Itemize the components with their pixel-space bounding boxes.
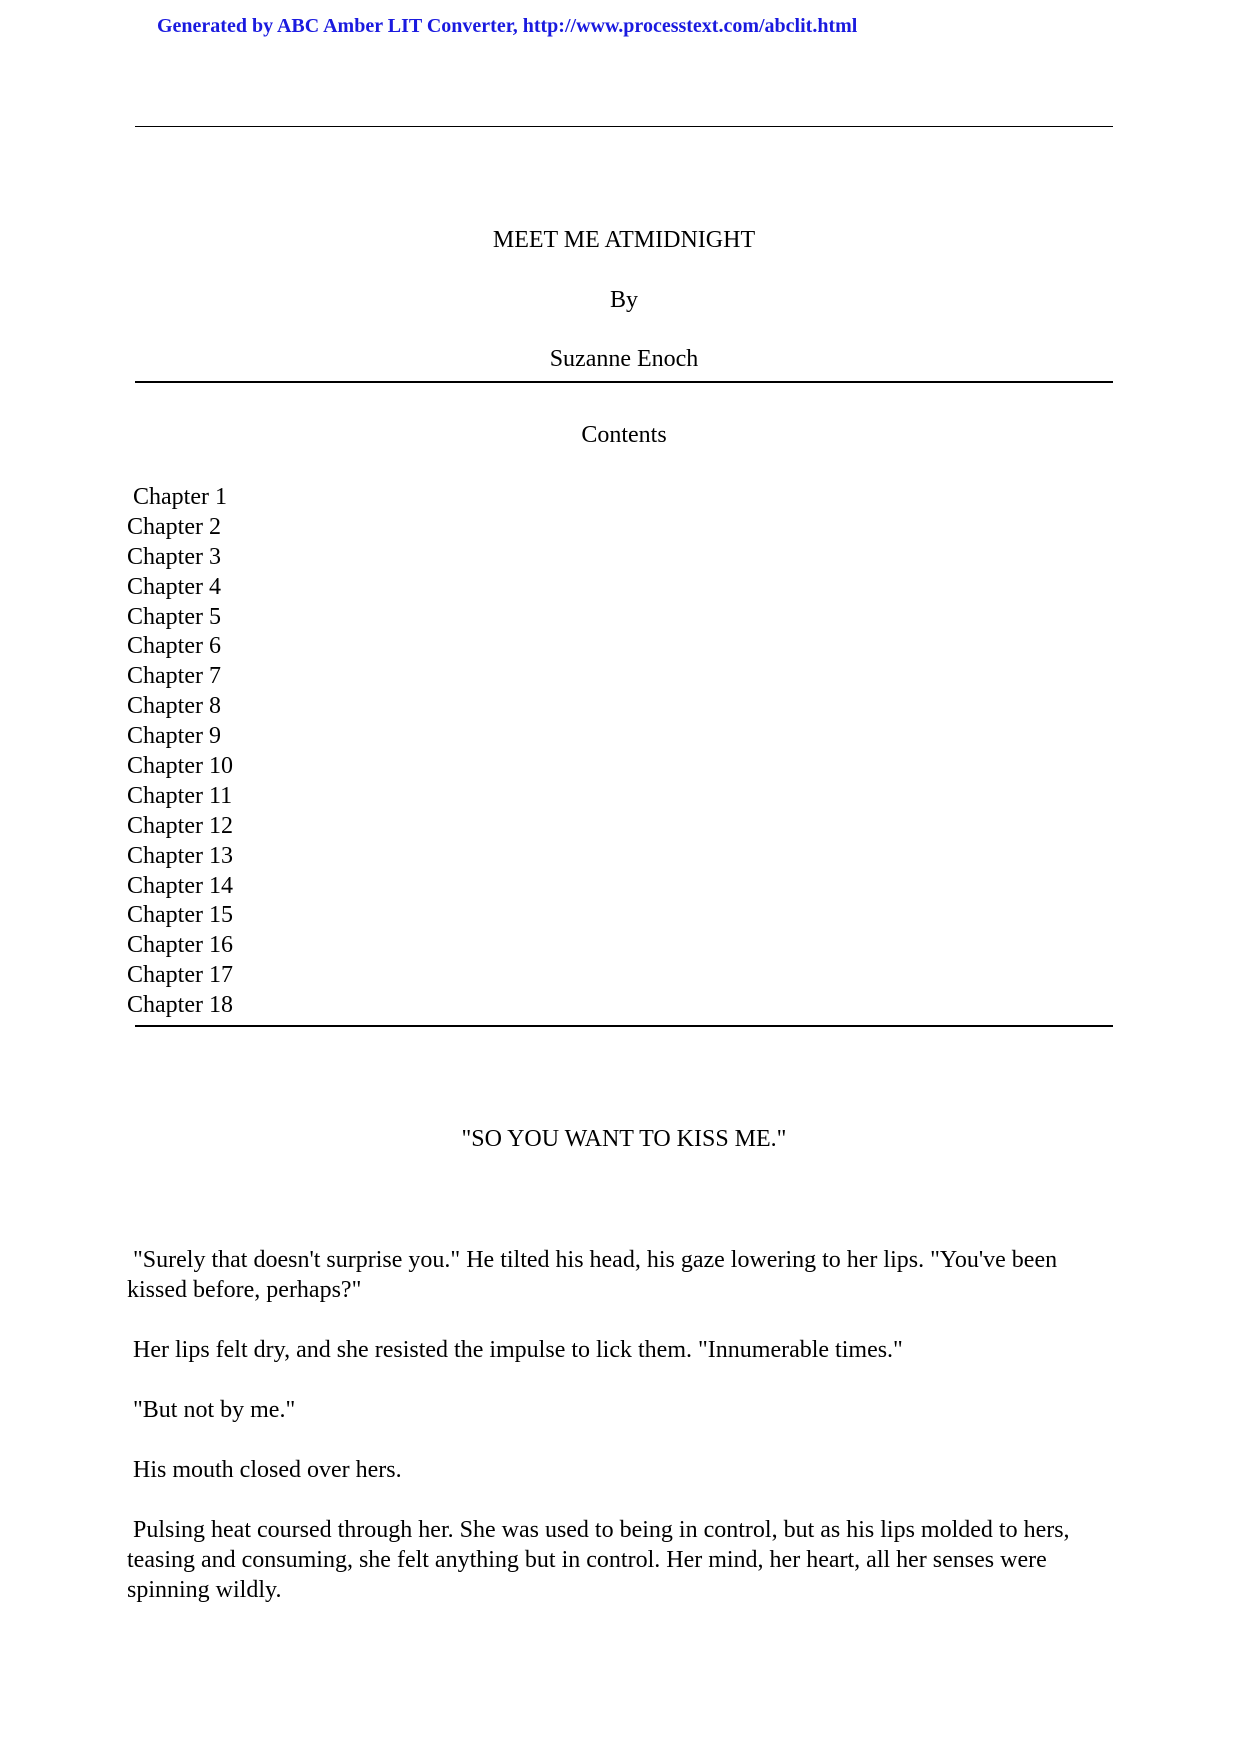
chapter-link-17[interactable]: Chapter 17: [127, 962, 233, 989]
chapter-link-8[interactable]: Chapter 8: [127, 693, 221, 720]
chapter-link-10[interactable]: Chapter 10: [127, 753, 233, 780]
chapter-link-18[interactable]: Chapter 18: [127, 992, 233, 1019]
chapter-link-15[interactable]: Chapter 15: [127, 902, 233, 929]
excerpt-paragraph: His mouth closed over hers.: [133, 1457, 402, 1483]
chapter-link-12[interactable]: Chapter 12: [127, 812, 233, 839]
book-title: MEET ME ATMIDNIGHT: [492, 227, 756, 253]
excerpt-paragraph: Pulsing heat coursed through her. She was used to being in control, but as his lips molded to hers, teasing and consuming, she felt anything but in control. Her mind, her heart, all her senses were spinning wildly.: [127, 1517, 1070, 1603]
excerpt-body: [127, 1245, 1112, 1635]
title-divider: [135, 381, 1113, 383]
excerpt-heading: "SO YOU WANT TO KISS ME.": [461, 1126, 787, 1152]
contents-divider: [135, 1025, 1113, 1027]
excerpt-paragraph: "But not by me.": [133, 1397, 296, 1423]
chapter-link-5[interactable]: Chapter 5: [127, 603, 221, 630]
chapter-link-4[interactable]: Chapter 4: [127, 573, 221, 600]
converter-banner[interactable]: Generated by ABC Amber LIT Converter, http://www.processtext.com/abclit.html: [157, 15, 858, 37]
author-name: Suzanne Enoch: [549, 346, 699, 372]
chapter-link-2[interactable]: Chapter 2: [127, 513, 221, 540]
contents-heading: Contents: [581, 422, 667, 448]
excerpt-paragraph: "Surely that doesn't surprise you." He tilted his head, his gaze lowering to her lips. "You've been kissed before, perhaps?": [127, 1247, 1058, 1303]
chapter-link-7[interactable]: Chapter 7: [127, 663, 221, 690]
chapter-link-16[interactable]: Chapter 16: [127, 932, 233, 959]
by-line: By: [609, 287, 638, 313]
chapter-link-14[interactable]: Chapter 14: [127, 872, 233, 899]
excerpt-paragraph: Her lips felt dry, and she resisted the impulse to lick them. "Innumerable times.": [133, 1337, 903, 1363]
chapter-link-3[interactable]: Chapter 3: [127, 543, 221, 570]
chapter-link-1[interactable]: Chapter 1: [133, 484, 227, 510]
chapter-link-13[interactable]: Chapter 13: [127, 842, 233, 869]
chapter-link-9[interactable]: Chapter 9: [127, 723, 221, 750]
chapter-link-11[interactable]: Chapter 11: [127, 782, 233, 809]
top-divider: [135, 126, 1113, 127]
chapter-link-6[interactable]: Chapter 6: [127, 633, 221, 660]
table-of-contents: [127, 483, 233, 1021]
